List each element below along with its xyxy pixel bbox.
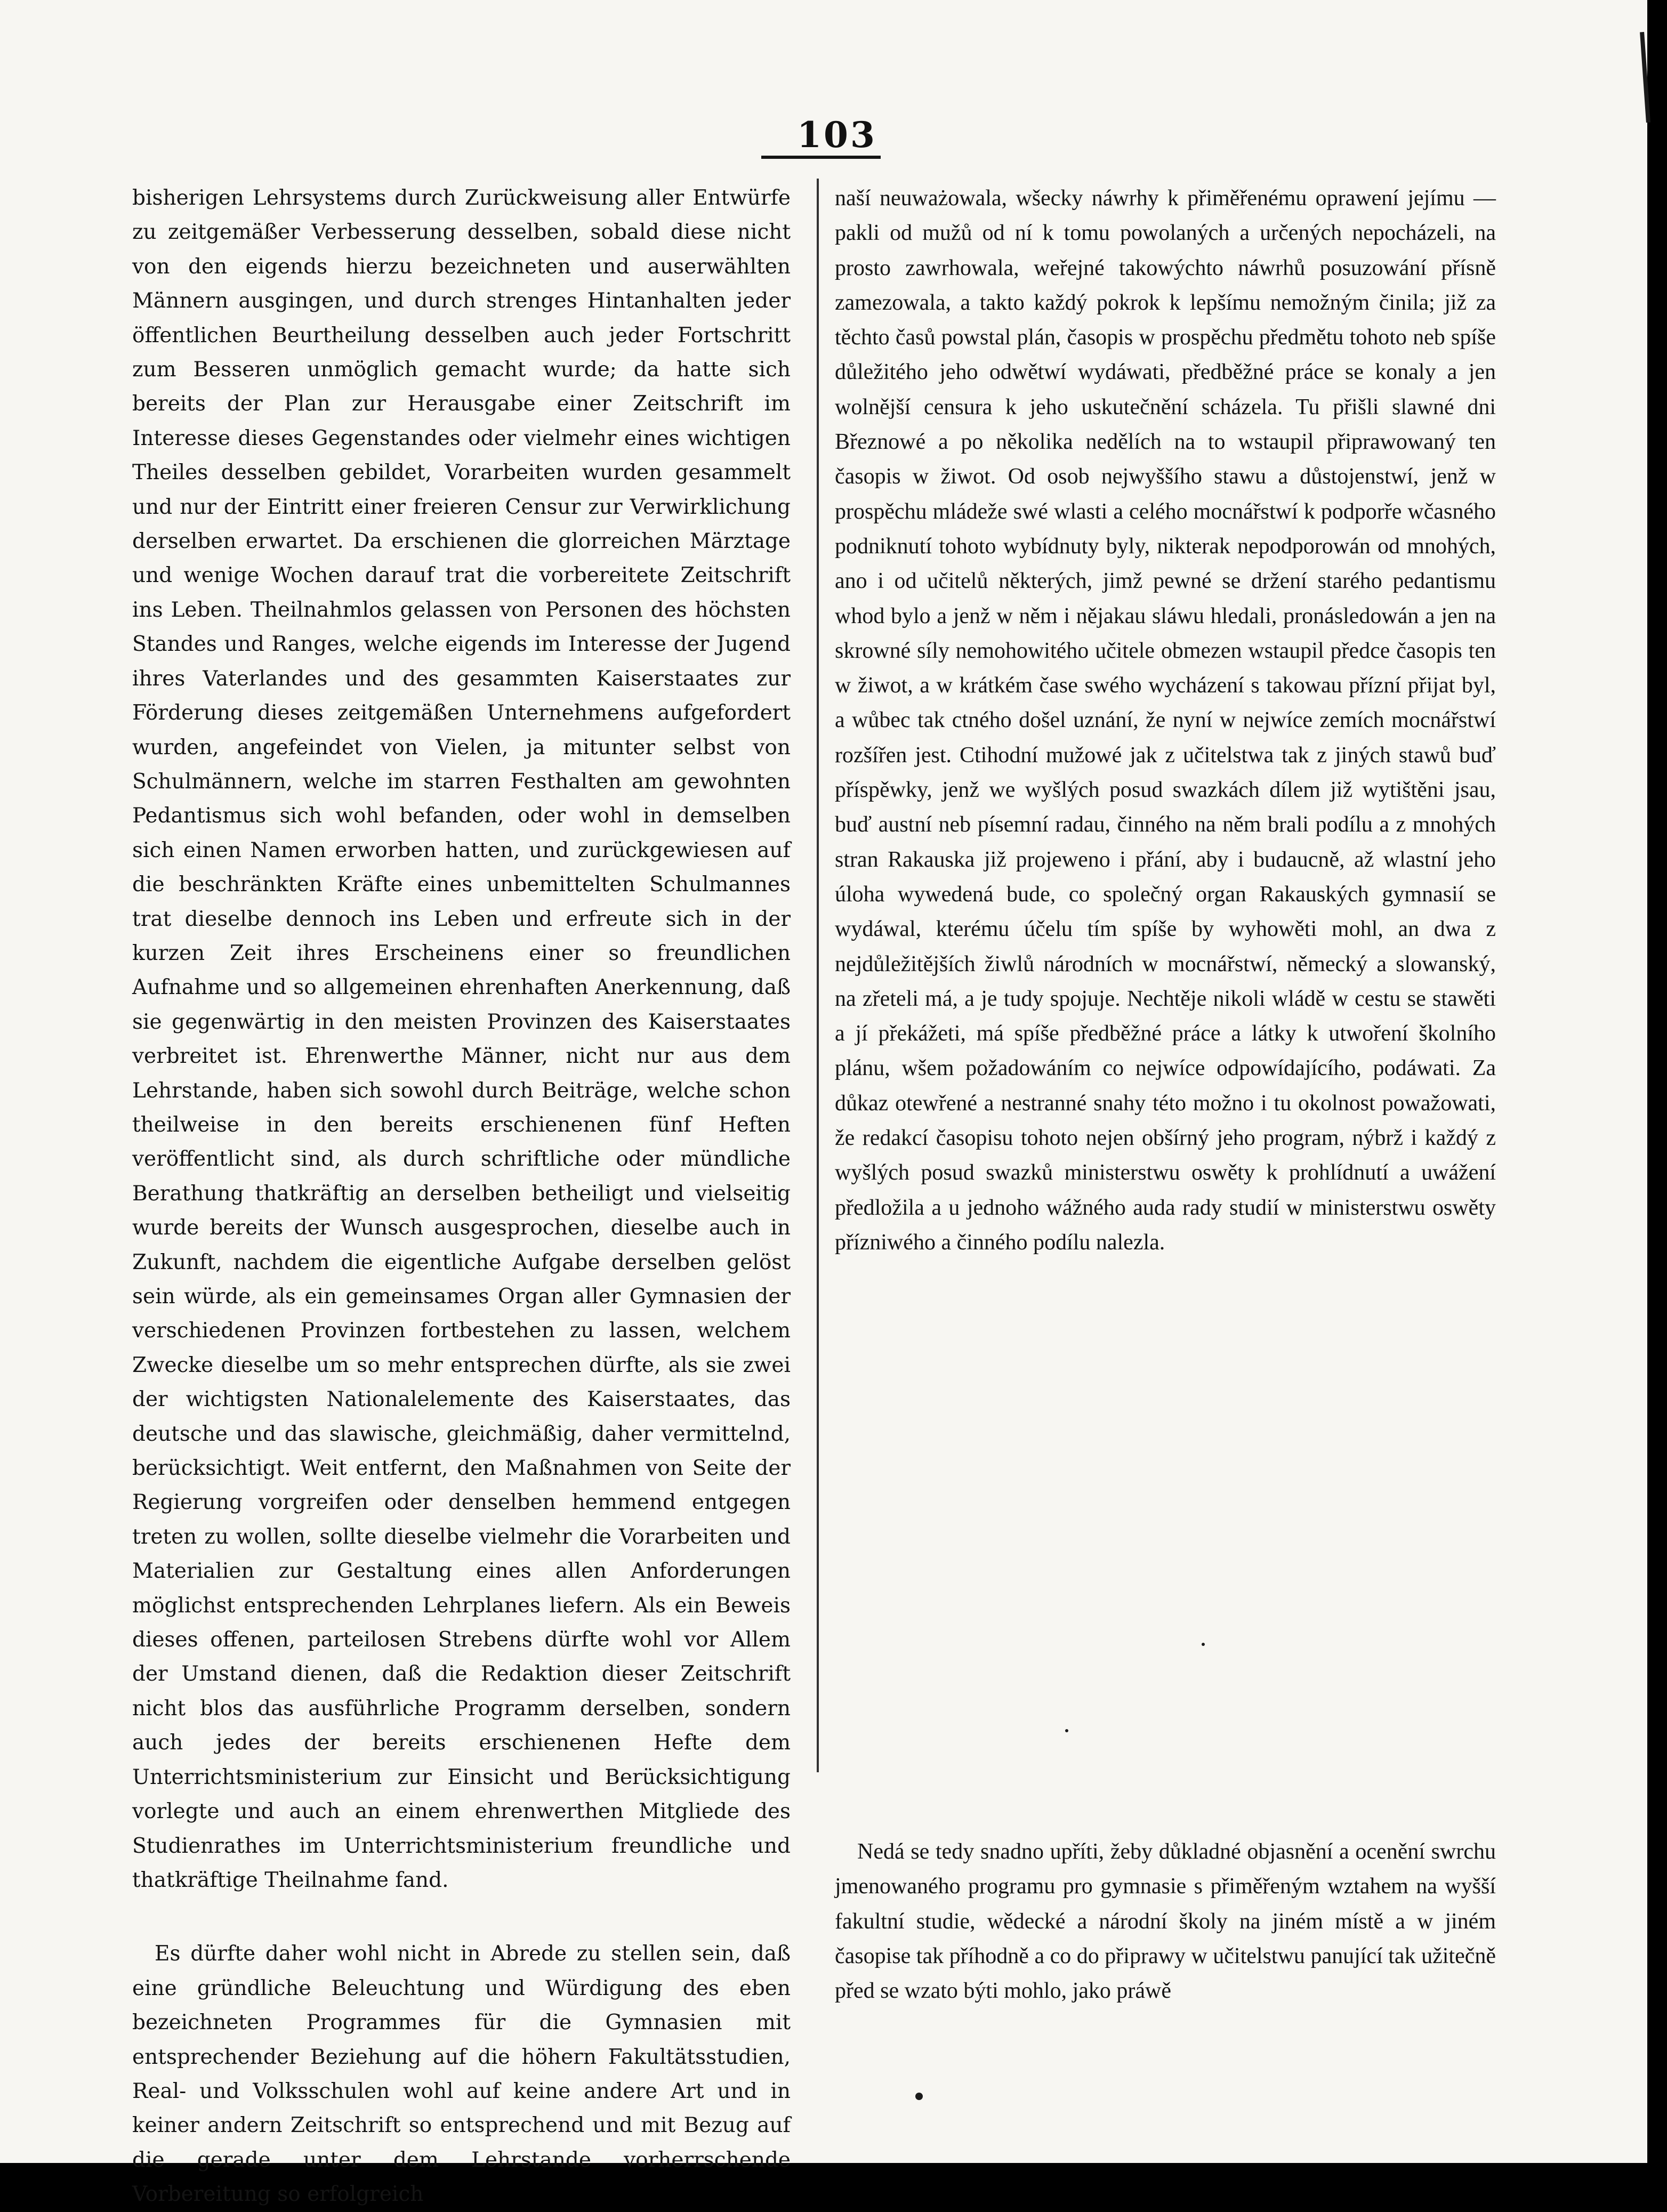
stray-ink-dot-2 — [1065, 1729, 1068, 1732]
german-column — [132, 181, 791, 2207]
column-divider — [817, 179, 819, 1772]
czech-paragraph-2: Nedá se tedy snadno upříti, žeby důkladné objasnění a ocenění swrchu jmenowaného programu pro gymnasie s přiměřeným wztahem na wyšší fakultní studie, wědecké a národní školy na jiném místě a w jiném časopise tak příhodně a co do připrawy w učitelstwu panující tak užitečně před se wzato býti mohlo, jako práwě — [835, 1839, 1496, 2004]
czech-column-continuation — [835, 1835, 1496, 2058]
edge-ink-stroke — [1640, 32, 1650, 123]
german-paragraph-2: Es dürfte daher wohl nicht in Abrede zu stellen sein, daß eine gründliche Beleuchtung und Würdigung des eben bezeichneten Programmes für die Gymnasien mit entsprechender Beziehung auf die höhern Fakultätsstudien, Real- und Volksschulen wohl auf keine andere Art und in keiner andern Zeitschrift so entsprechend und mit Bezug auf die gerade unter dem Lehrstande vorherrschende Vorbereitung so erfolgreich — [132, 1942, 791, 2207]
stray-ink-dot-3 — [915, 2093, 923, 2100]
german-paragraph-1: bisherigen Lehrsystems durch Zurückweisung aller Entwürfe zu zeitgemäßer Verbesserung desselben, sobald diese nicht von den eigends hierzu bezeichneten und auserwählten Männern ausgingen, und durch strenges Hintanhalten jeder öffentlichen Beurtheilung desselben auch jeder Fortschritt zum Besseren unmöglich gemacht wurde; da hatte sich bereits der Plan zur Herausgabe einer Zeitschrift im Interesse dieses Gegenstandes oder vielmehr eines wichtigen Theiles desselben gebildet, Vorarbeiten wurden gesammelt und nur der Eintritt einer freieren Censur zur Verwirklichung derselben erwartet. Da erschienen die glorreichen Märztage und wenige Wochen darauf trat die vorbereitete Zeitschrift ins Leben. Theilnahmlos gelassen von Personen des höchsten Standes und Ranges, welche eigends im Interesse der Jugend ihres Vaterlandes und des gesammten Kaiserstaates zur Förderung dieses zeitgemäßen Unternehmens aufgefordert wurden, angefeindet von Vielen, ja mitunter selbst von Schulmännern, welche im starren Festhalten am gewohnten Pedantismus sich wohl befanden, oder wohl in demselben sich einen Namen erworben hatten, und zurückgewiesen auf die beschränkten Kräfte eines unbemittelten Schulmannes trat dieselbe dennoch ins Leben und erfreute sich in der kurzen Zeit ihres Erscheinens einer so freundlichen Aufnahme und so allgemeinen ehrenhaften Anerkennung, daß sie gegenwärtig in den meisten Provinzen des Kaiserstaates verbreitet ist. Ehrenwerthe Männer, nicht nur aus dem Lehrstande, haben sich sowohl durch Beiträge, welche schon theilweise in den bereits erschienenen fünf Heften veröffentlicht sind, als durch schriftliche oder mündliche Berathung thatkräftig an derselben betheiligt und vielseitig wurde bereits der Wunsch ausgesprochen, dieselbe auch in Zukunft, nachdem die eigentliche Aufgabe derselben gelöst sein würde, als ein gemeinsames Organ aller Gymnasien der verschiedenen Provinzen fortbestehen zu lassen, welchem Zwecke dieselbe um so mehr entsprechen dürfte, als sie zwei der wichtigsten Nationalelemente des Kaiserstaates, das deutsche und das slawische, gleichmäßig, daher vermittelnd, berücksichtigt. Weit entfernt, den Maßnahmen von Seite der Regierung vorgreifen oder denselben hemmend entgegen treten zu wollen, sollte dieselbe vielmehr die Vorarbeiten und Materialien zur Gestaltung eines allen Anforderungen möglichst entsprechenden Lehrplanes liefern. Als ein Beweis dieses offenen, parteilosen Strebens dürfte wohl vor Allem der Umstand dienen, daß die Redaktion dieser Zeitschrift nicht blos das ausführliche Programm derselben, sondern auch jedes der bereits erschienenen Hefte dem Unterrichtsministerium zur Einsicht und Berücksichtigung vorlegte und auch an einem ehrenwerthen Mitgliede des Studienrathes im Unterrichtsministerium freundliche und thatkräftige Theilnahme fand. — [132, 186, 791, 1892]
page-number: 103 — [797, 114, 877, 156]
czech-column — [835, 181, 1496, 1524]
czech-paragraph-1: naší neuważowala, wšecky náwrhy k přiměřenému oprawení jejímu — pakli od mužů od ní k tomu powolaných a určených nepocházeli, na prosto zawrhowala, weřejné takowýchto náwrhů posuzowání přísně zamezowala, a takto každý pokrok k lepšímu nemožným činila; již za těchto časů powstal plán, časopis w prospěchu předmětu tohoto neb spíše důležitého jeho odwětwí wydáwati, předběžné práce se konaly a jen wolnější censura k jeho uskutečnění scházela. Tu přišli slawné dni Březnowé a po několika nedělích na to wstaupil připrawowaný ten časopis w žiwot. Od osob nejwyššího stawu a důstojenstwí, jenž w prospěchu mládeže swé wlasti a celého mocnářstwí k podporře wčasného podniknutí tohoto wybídnuty byly, nikterak nepodporowán od mnohých, ano i od učitelů některých, jimž pewné se držení starého pedantismu whod bylo a jenž w něm i nějakau sláwu hledali, pronásledowán a jen na skrowné síly nemohowitého učitele obmezen wstaupil předce časopis ten w žiwot, a w krátkém čase swého wycházení s takowau přízní přijat byl, a wůbec tak ctného došel uznání, že nyní w nejwíce zemích mocnářstwí rozšířen jest. Ctihodní mužowé jak z učitelstwa tak z jiných stawů buď příspěwky, jenž we wyšlých posud swazkách dílem již wytištěni jsau, buď austní neb písemní radau, činného na něm brali podílu a z mnohých stran Rakauska již projeweno i přání, aby i budaucně, až wlastní jeho úloha wywedená bude, co společný organ Rakauských gymnasií se wydáwal, kterému účelu tím spíše by wyhowěti mohl, an dwa z nejdůležitějších žiwlů národních w mocnářstwí, německý a slowanský, na zřeteli má, a je tudy spojuje. Nechtěje nikoli wládě w cestu se stawěti a jí překážeti, má spíše předběžné práce a látky k utwoření školního plánu, wšem požadowáním co nejwíce odpowídajícího, podáwati. Za důkaz otewřené a nestranné snahy této možno i tu okolnost powažowati, že redakcí časopisu tohoto nejen obšírný jeho program, nýbrž i každý z wyšlých posud swazků ministerstwu oswěty k prohlídnutí a uwážení předložila a u jednoho wážného auda rady studií w ministerstwu oswěty přízniwého a činného podílu nalezla. — [835, 186, 1496, 1255]
stray-ink-dot-1 — [1202, 1643, 1205, 1646]
page-number-rule — [761, 156, 881, 159]
